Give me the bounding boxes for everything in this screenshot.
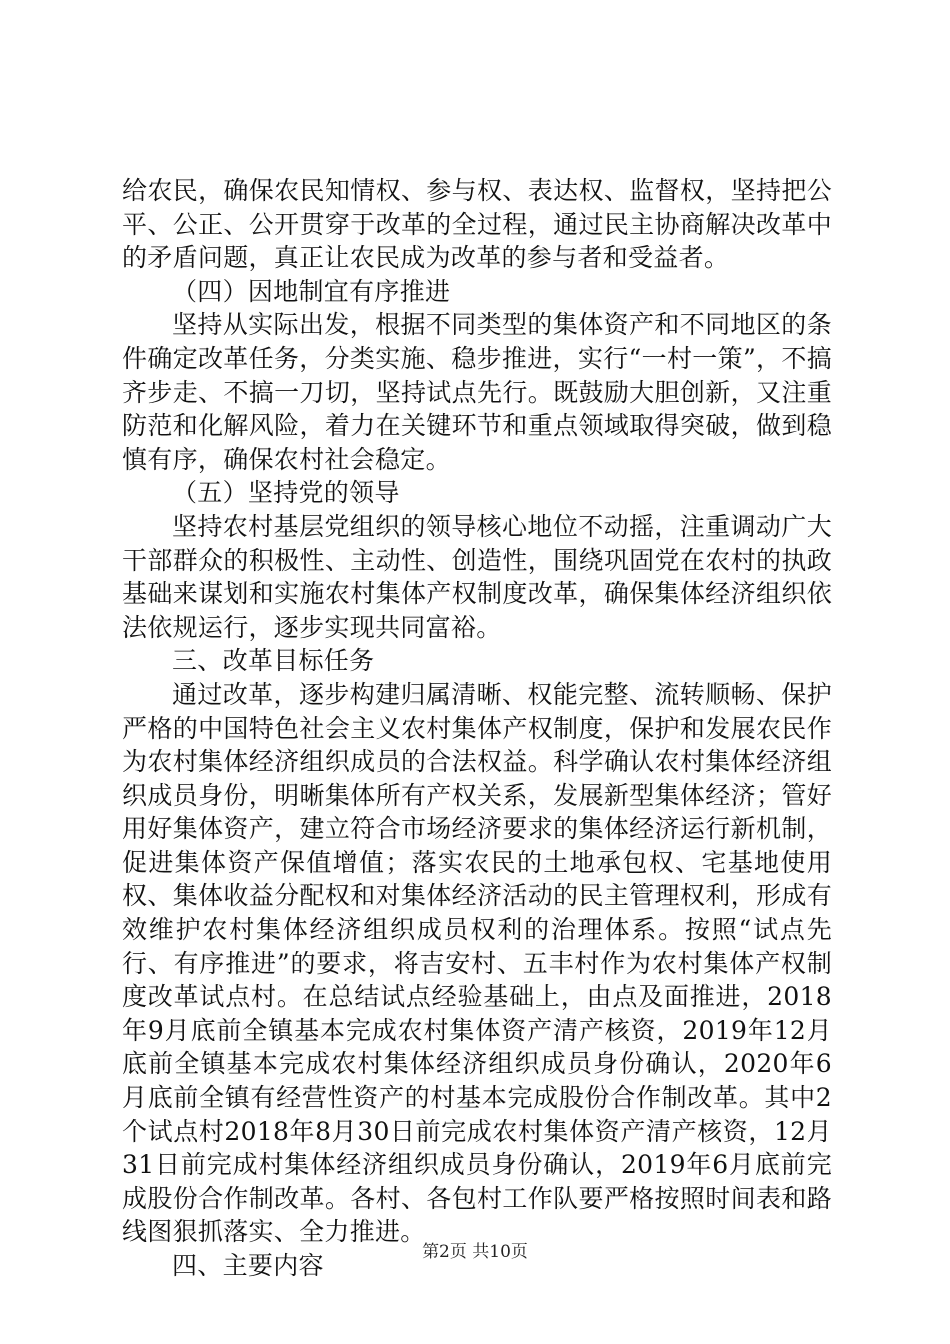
section-heading-reform-goals: 三、改革目标任务 [172, 646, 375, 676]
section-heading-4: （四）因地制宜有序推进 [172, 276, 451, 306]
section-heading-5: （五）坚持党的领导 [172, 478, 400, 508]
paragraph-continuation: 给农民，确保农民知情权、参与权、表达权、监督权，坚持把公平、公正、公开贯穿于改革的全过程，通过民主协商解决改革中的矛盾问题，真正让农民成为改革的参与者和受益者。 [122, 176, 832, 273]
paragraph-local-conditions: 坚持从实际出发，根据不同类型的集体资产和不同地区的条件确定改革任务，分类实施、稳步推进，实行“一村一策”，不搞齐步走、不搞一刀切，坚持试点先行。既鼓励大胆创新，又注重防范和化解风险，着力在关键环节和重点领域取得突破，做到稳慎有序，确保农村社会稳定。 [122, 310, 832, 474]
page-footer: 第2页 共10页 [422, 1242, 528, 1262]
section-heading-main-content: 四、主要内容 [172, 1251, 324, 1280]
paragraph-party-leadership: 坚持农村基层党组织的领导核心地位不动摇，注重调动广大干部群众的积极性、主动性、创造性，围绕巩固党在农村的执政基础来谋划和实施农村集体产权制度改革，确保集体经济组织依法依规运行，逐步实现共同富裕。 [122, 511, 832, 642]
document-body [122, 174, 832, 1283]
paragraph-reform-goals: 通过改革，逐步构建归属清晰、权能完整、流转顺畅、保护严格的中国特色社会主义农村集体产权制度，保护和发展农民作为农村集体经济组织成员的合法权益。科学确认农村集体经济组织成员身份，明晰集体所有产权关系，发展新型集体经济；管好用好集体资产，建立符合市场经济要求的集体经济运行新机制，促进集体资产保值增值；落实农民的土地承包权、宅基地使用权、集体收益分配权和对集体经济活动的民主管理权利，形成有效维护农村集体经济组织成员权利的治理体系。按照“试点先行、有序推进”的要求，将吉安村、五丰村作为农村集体产权制度改革试点村。在总结试点经验基础上，由点及面推进，2018年9月底前全镇基本完成农村集体资产清产核资，2019年12月底前全镇基本完成农村集体经济组织成员身份确认，2020年6月底前全镇有经营性资产的村基本完成股份合作制改革。其中2个试点村2018年8月30日前完成农村集体资产清产核资，12月31日前完成村集体经济组织成员身份确认，2019年6月底前完成股份合作制改革。各村、各包村工作队要严格按照时间表和路线图狠抓落实、全力推进。 [122, 679, 832, 1247]
